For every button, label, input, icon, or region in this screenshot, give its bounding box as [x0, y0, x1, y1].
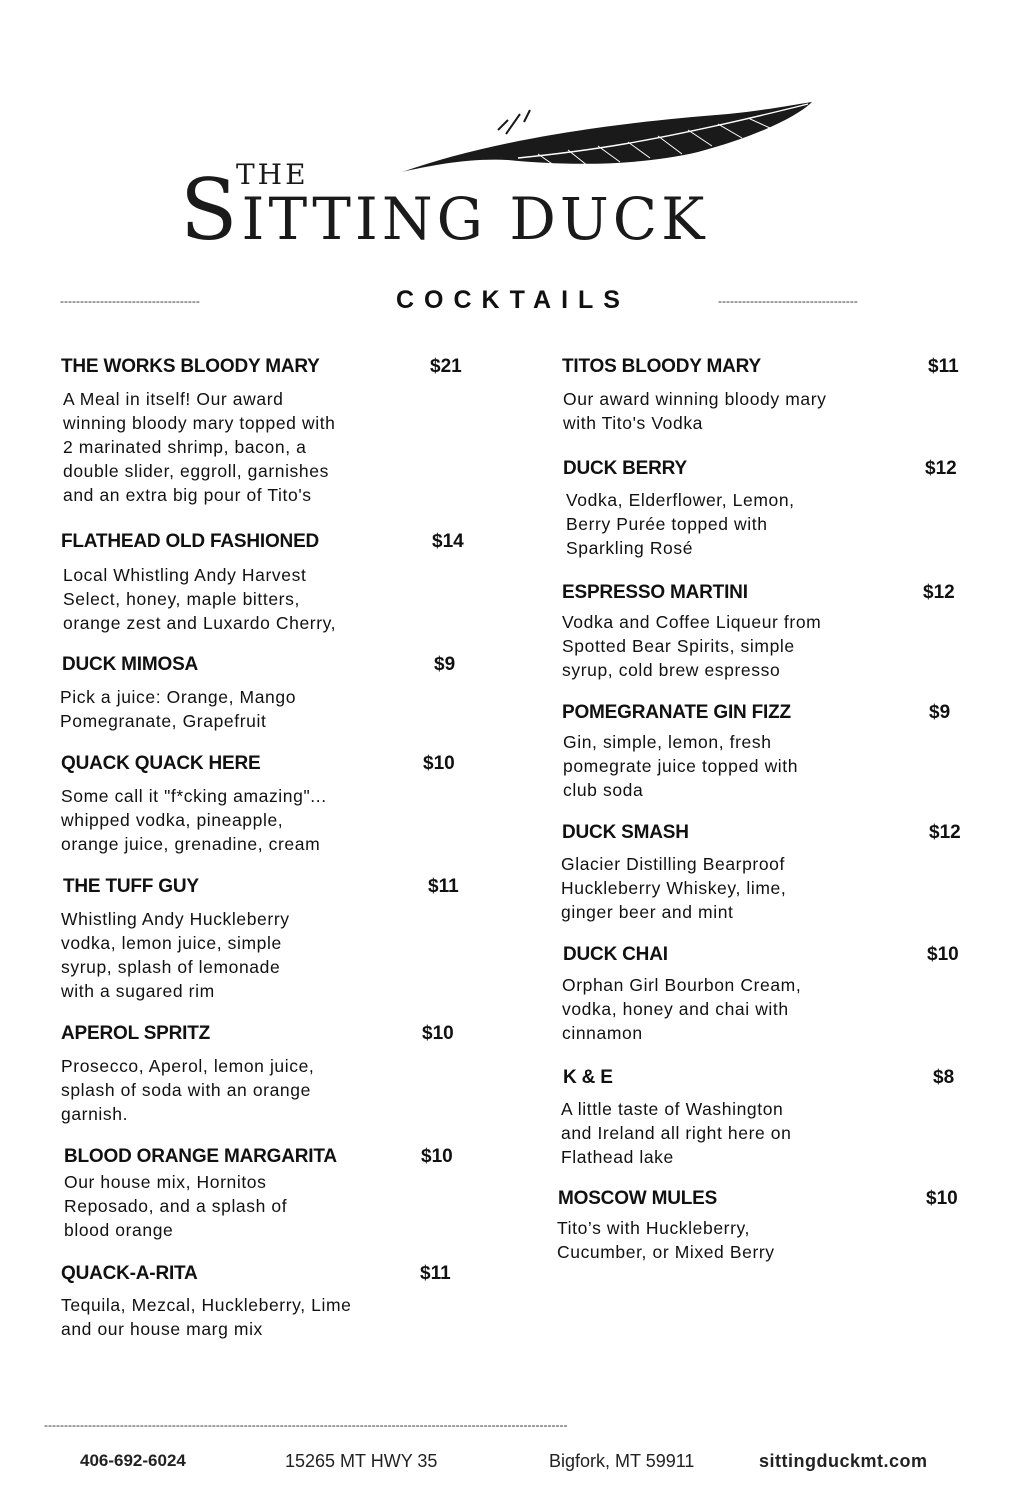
menu-item-price: $12	[925, 458, 957, 479]
menu-item-desc: Gin, simple, lemon, fresh pomegrate juice topped with club soda	[563, 732, 799, 800]
menu-item-name: ESPRESSO MARTINI	[562, 582, 748, 603]
menu-item-price: $10	[421, 1146, 453, 1167]
menu-item-desc: Prosecco, Aperol, lemon juice, splash of soda with an orange garnish.	[61, 1056, 315, 1124]
menu-item-name: DUCK CHAI	[563, 944, 668, 965]
menu-item-name: MOSCOW MULES	[558, 1188, 718, 1209]
footer-divider: -----------------------------------------------------------------------------------------------------------------------------------	[44, 1418, 568, 1432]
menu-item-name: QUACK QUACK HERE	[61, 753, 261, 774]
menu-item-desc: A Meal in itself! Our award winning bloody mary topped with 2 marinated shrimp, bacon, a double slider, eggroll, garnishes and an extra big pour of Tito's	[63, 389, 336, 505]
menu-item-name: THE TUFF GUY	[63, 876, 199, 897]
menu-item-price: $8	[933, 1067, 955, 1088]
footer-website[interactable]: sittingduckmt.com	[759, 1451, 928, 1471]
menu-item-name: DUCK SMASH	[562, 822, 689, 843]
menu-item-price: $10	[422, 1023, 454, 1044]
menu-item-price: $12	[929, 822, 961, 843]
menu-item-desc: Whistling Andy Huckleberry vodka, lemon juice, simple syrup, splash of lemonade with a sugared rim	[61, 909, 290, 1001]
menu-item-price: $11	[428, 876, 459, 897]
section-divider-left: -----------------------------------	[60, 294, 200, 308]
menu-item-price: $12	[923, 582, 955, 603]
section-divider-right: -----------------------------------	[718, 294, 858, 308]
menu-item-desc: Tito’s with Huckleberry, Cucumber, or Mixed Berry	[557, 1218, 775, 1262]
menu-item-name: TITOS BLOODY MARY	[562, 356, 761, 377]
footer-city: Bigfork, MT 59911	[549, 1451, 695, 1471]
menu-item-price: $10	[927, 944, 959, 965]
menu-item-name: BLOOD ORANGE MARGARITA	[64, 1146, 337, 1167]
menu-item-desc: Tequila, Mezcal, Huckleberry, Lime and our house marg mix	[61, 1295, 352, 1339]
menu-item-price: $9	[929, 702, 951, 723]
menu-item-desc: Vodka, Elderflower, Lemon, Berry Purée topped with Sparkling Rosé	[566, 490, 795, 558]
menu-item-desc: Vodka and Coffee Liqueur from Spotted Bear Spirits, simple syrup, cold brew espresso	[562, 612, 822, 680]
menu-item-price: $10	[423, 753, 455, 774]
menu-item-desc: A little taste of Washington and Ireland all right here on Flathead lake	[561, 1099, 792, 1167]
menu-item-desc: Our award winning bloody mary with Tito's Vodka	[563, 389, 827, 433]
menu-item-desc: Our house mix, Hornitos Reposado, and a splash of blood orange	[64, 1172, 288, 1240]
footer-address: 15265 MT HWY 35	[285, 1451, 438, 1471]
logo-rest: ITTING DUCK	[241, 185, 709, 253]
section-title: COCKTAILS	[396, 286, 630, 314]
logo-name	[180, 161, 709, 259]
menu-item-name: THE WORKS BLOODY MARY	[61, 356, 320, 377]
menu-item-desc: Glacier Distilling Bearproof Huckleberry Whiskey, lime, ginger beer and mint	[561, 854, 787, 922]
menu-item-name: DUCK MIMOSA	[62, 654, 199, 675]
menu-item-name: APEROL SPRITZ	[61, 1023, 211, 1044]
menu-item-desc: Orphan Girl Bourbon Cream, vodka, honey and chai with cinnamon	[562, 975, 802, 1043]
menu-item-price: $14	[432, 531, 464, 552]
menu-item-price: $11	[420, 1263, 451, 1284]
menu-item-desc: Local Whistling Andy Harvest Select, honey, maple bitters, orange zest and Luxardo Cherry,	[63, 565, 337, 633]
menu-item-desc: Pick a juice: Orange, Mango Pomegranate, Grapefruit	[60, 687, 297, 731]
footer-phone: 406-692-6024	[80, 1451, 186, 1470]
menu-item-name: FLATHEAD OLD FASHIONED	[61, 531, 320, 552]
menu-item-name: POMEGRANATE GIN FIZZ	[562, 702, 791, 723]
menu-item-price: $9	[434, 654, 456, 675]
logo-the: THE	[236, 158, 309, 191]
menu-item-name: K & E	[563, 1067, 613, 1088]
logo-initial: S	[180, 161, 242, 259]
menu-item-name: DUCK BERRY	[563, 458, 687, 479]
menu-item-price: $11	[928, 356, 959, 377]
menu-item-price: $21	[430, 356, 462, 377]
menu-item-price: $10	[926, 1188, 958, 1209]
menu-item-name: QUACK-A-RITA	[61, 1263, 198, 1284]
menu-item-desc: Some call it "f*cking amazing"... whipped vodka, pineapple, orange juice, grenadine, cream	[61, 786, 327, 854]
